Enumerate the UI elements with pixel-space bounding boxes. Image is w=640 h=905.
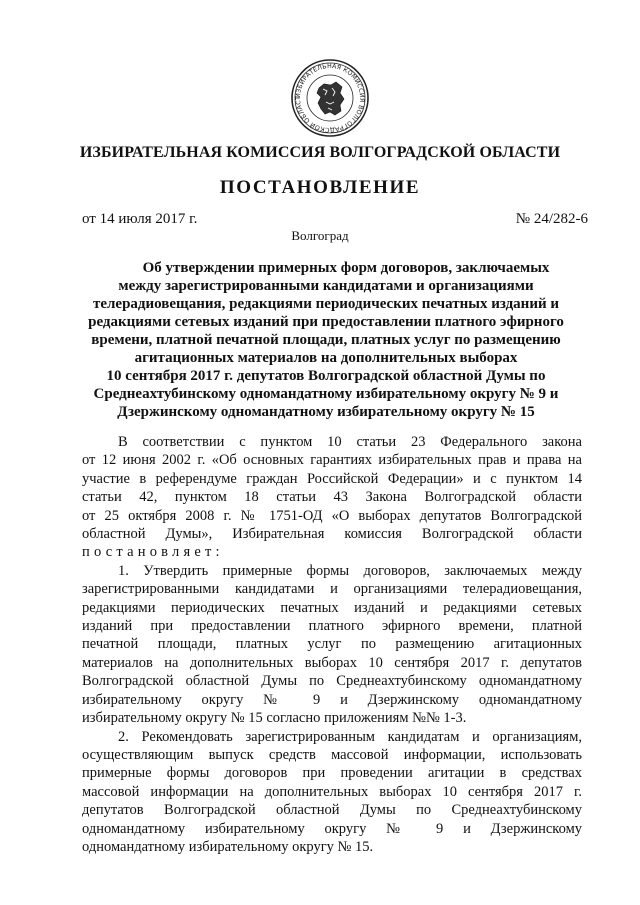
body-line: от 12 июня 2002 г. «Об основных гарантиях избирательных прав и права на [82, 452, 582, 469]
body-line: одномандатному избирательному округу № 9 и Дзержинскому [82, 820, 582, 837]
body-line: зарегистрированными кандидатами и организациями телерадиовещания, [82, 581, 582, 598]
body-line: 2. Рекомендовать зарегистрированным кандидатам и организациям, [118, 728, 582, 745]
body-line: 1. Утвердить примерные формы договоров, заключаемых между [118, 562, 582, 579]
body-line: редакциями периодических печатных изданий и редакциями сетевых [82, 599, 582, 616]
resolution-title [60, 259, 592, 421]
body-line: примерные формы договоров при проведении агитации в средствах [82, 765, 582, 782]
document-date: от 14 июля 2017 г. [82, 211, 198, 227]
title-line: Среднеахтубинскому одномандатному избирательному округу № 9 и [93, 386, 559, 402]
resolution-body [82, 433, 582, 856]
body-line: участие в референдуме граждан Российской Федерации» и с пунктом 14 [82, 470, 582, 487]
title-line: агитационных материалов на дополнительных выборах [134, 350, 518, 366]
body-line: избирательному округу № 15 согласно приложениям №№ 1-3. [82, 710, 467, 727]
document-number: № 24/282-6 [515, 211, 588, 227]
title-line: 10 сентября 2017 г. депутатов Волгоградской областной Думы по [106, 368, 546, 384]
seal-ring-text: ИЗБИРАТЕЛЬНАЯ КОМИССИЯ ВОЛГОГРАДСКОЙ ОБЛАСТ [294, 62, 366, 134]
body-line: областной Думы», Избирательная комиссия Волгоградской области [82, 526, 582, 543]
document-city: Волгоград [291, 228, 349, 243]
body-line: от 25 октября 2008 г. № 1751-ОД «О выборах депутатов Волгоградской [82, 507, 582, 524]
title-line: времени, платной печатной площади, платных услуг по размещению [91, 332, 561, 348]
commission-name: ИЗБИРАТЕЛЬНАЯ КОМИССИЯ ВОЛГОГРАДСКОЙ ОБЛАСТИ [79, 144, 561, 161]
body-line: Волгоградской областной Думы по Среднеахтубинскому одномандатному [82, 673, 582, 690]
title-line: Об утверждении примерных форм договоров, заключаемых [142, 260, 550, 276]
body-line: осуществляющим выпуск средств массовой информации, использовать [82, 746, 582, 763]
title-line: Дзержинскому одномандатному избирательному округу № 15 [117, 404, 535, 420]
body-line-resolves: постановляет: [82, 544, 224, 561]
title-line: между зарегистрированными кандидатами и организациями [118, 278, 534, 294]
body-line: избирательному округу № 9 и Дзержинскому одномандатному [82, 691, 582, 708]
title-line: редакциями сетевых изданий при предоставлении платного эфирного [88, 314, 564, 330]
commission-seal [290, 58, 370, 138]
seal-emblem-icon [290, 58, 370, 138]
body-line: В соответствии с пунктом 10 статьи 23 Федерального закона [118, 434, 582, 450]
title-line: телерадиовещания, редакциями периодических печатных изданий и [92, 296, 560, 312]
body-line: печатной площади, платных услуг по размещению агитационных [82, 636, 582, 653]
body-line: статьи 42, пунктом 18 статьи 43 Закона Волгоградской области [82, 489, 582, 506]
body-line: материалов на дополнительных выборах 10 сентября 2017 г. депутатов [82, 654, 582, 671]
body-line: одномандатному избирательному округу № 15. [82, 838, 374, 855]
body-line: изданий при предоставлении платного эфирного времени, платной [82, 618, 582, 635]
body-line: депутатов Волгоградской областной Думы по Среднеахтубинскому [82, 802, 582, 819]
document-type: ПОСТАНОВЛЕНИЕ [219, 177, 421, 198]
body-line: массовой информации на дополнительных выборах 10 сентября 2017 г. [82, 783, 582, 800]
